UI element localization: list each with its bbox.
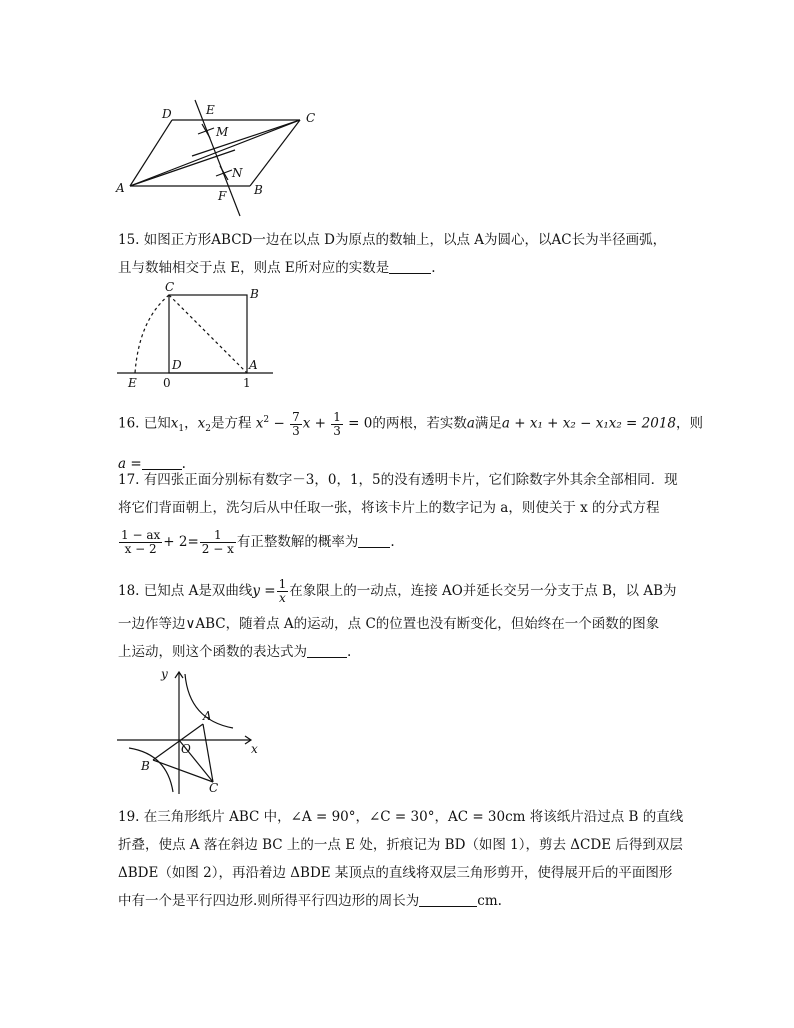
question-17-line-3: $\frac{1 - ax}{x - 2}$ + 2= $\frac{1}{2 - x}$ 有正整数解的概率为 . — [121, 528, 395, 556]
answer-blank[interactable] — [419, 892, 477, 907]
label-a: A — [203, 709, 212, 723]
arc-mark-m2 — [202, 124, 210, 138]
label-n: N — [232, 166, 243, 180]
question-17 — [118, 466, 678, 562]
label-c: C — [165, 280, 175, 294]
label-a: A — [116, 181, 125, 195]
question-18-line-1: 18. 已知点 A是双曲线y = $\frac{1}{x}$ 在象限上的一动点，连接 AO并延长交另一分支于点 B，以 AB为 — [118, 577, 677, 605]
fraction-1-x: $\frac{1}{x}$ — [278, 577, 287, 605]
question-16-line-1: 16. 已知$x_1$，$x_2$是方程 $x^2$ − $\frac{7}{3}$ x + $\frac{1}{3}$ = 0的两根，若实数a满足a + x₁ + x₂ − x₁x₂ = 2018，则 — [118, 409, 704, 438]
label-a: A — [249, 358, 258, 372]
question-17-line-1: 17. 有四张正面分别标有数字－3，0，1，5的没有透明卡片，它们除数字外其余全部相同．现 — [118, 472, 678, 488]
hyperbola-branch-2 — [129, 748, 173, 792]
label-b: B — [141, 759, 150, 773]
label-o: O — [181, 742, 191, 756]
line-af — [130, 150, 235, 186]
question-19-line-3: ΔBDE（如图 2），再沿着边 ΔBDE 某顶点的直线将双层三角形剪开，使得展开后的平面图形 — [118, 865, 673, 881]
question-18-line-2: 一边作等边∨ABC，随着点 A的运动，点 C的位置也没有断变化，但始终在一个函数的图象 — [118, 616, 660, 632]
figure-parallelogram — [110, 98, 330, 220]
question-18-line-3: 上运动，则这个函数的表达式为 . — [118, 644, 352, 660]
question-18 — [118, 574, 678, 666]
question-16-line-2: a = . — [118, 456, 186, 473]
arc-mark-n2 — [220, 166, 228, 180]
segment-ab — [153, 724, 203, 760]
question-15 — [118, 226, 678, 282]
fraction-1-2-x: $\frac{1}{2 - x}$ — [201, 528, 234, 556]
question-text: 如图正方形ABCD一边在以点 D为原点的数轴上，以点 A为圆心，以AC长为半径画弧， — [143, 232, 667, 248]
side-ad — [130, 120, 172, 186]
tick-0: 0 — [163, 376, 171, 390]
label-b: B — [250, 287, 259, 301]
question-19-line-1: 19. 在三角形纸片 ABC 中，∠A = 90°，∠C = 30°，AC = 30cm 将该纸片沿过点 B 的直线 — [118, 809, 684, 825]
label-d: D — [162, 107, 172, 121]
question-19-line-2: 折叠，使点 A 落在斜边 BC 上的一点 E 处，折痕记为 BD（如图 1），剪去 ΔCDE 后得到双层 — [118, 837, 683, 853]
figure-hyperbola — [115, 668, 265, 796]
question-19 — [118, 803, 684, 915]
fraction-1-ax: $\frac{1 - ax}{x - 2}$ — [121, 528, 161, 556]
question-number: 15. — [118, 232, 140, 248]
label-f: F — [218, 189, 227, 203]
figure-square-number-line — [115, 280, 275, 390]
answer-blank[interactable] — [307, 643, 347, 658]
fraction-7-3: $\frac{7}{3}$ — [292, 409, 300, 438]
arc — [135, 295, 169, 373]
label-y: y — [161, 668, 168, 681]
question-17-line-2: 将它们背面朝上，洗匀后从中任取一张，将该卡片上的数字记为 a，则使关于 x 的分式方程 — [118, 500, 660, 516]
label-m: M — [216, 125, 229, 139]
line-ec — [192, 120, 300, 156]
tick-1: 1 — [243, 376, 251, 390]
label-c: C — [209, 781, 219, 795]
question-15-line-2: 且与数轴相交于点 E，则点 E所对应的实数是 . — [118, 260, 436, 276]
question-15-line-1 — [118, 226, 678, 254]
label-d: D — [172, 358, 182, 372]
label-x: x — [251, 742, 258, 756]
label-e: E — [206, 103, 215, 117]
segment-ac — [203, 724, 213, 782]
label-e: E — [128, 376, 137, 390]
label-c: C — [306, 111, 316, 125]
fraction-1-3: $\frac{1}{3}$ — [333, 409, 341, 438]
answer-blank[interactable] — [358, 533, 390, 548]
answer-blank[interactable] — [389, 259, 431, 274]
question-19-line-4: 中有一个是平行四边形.则所得平行四边形的周长为 cm. — [118, 893, 502, 909]
label-b: B — [254, 183, 263, 197]
